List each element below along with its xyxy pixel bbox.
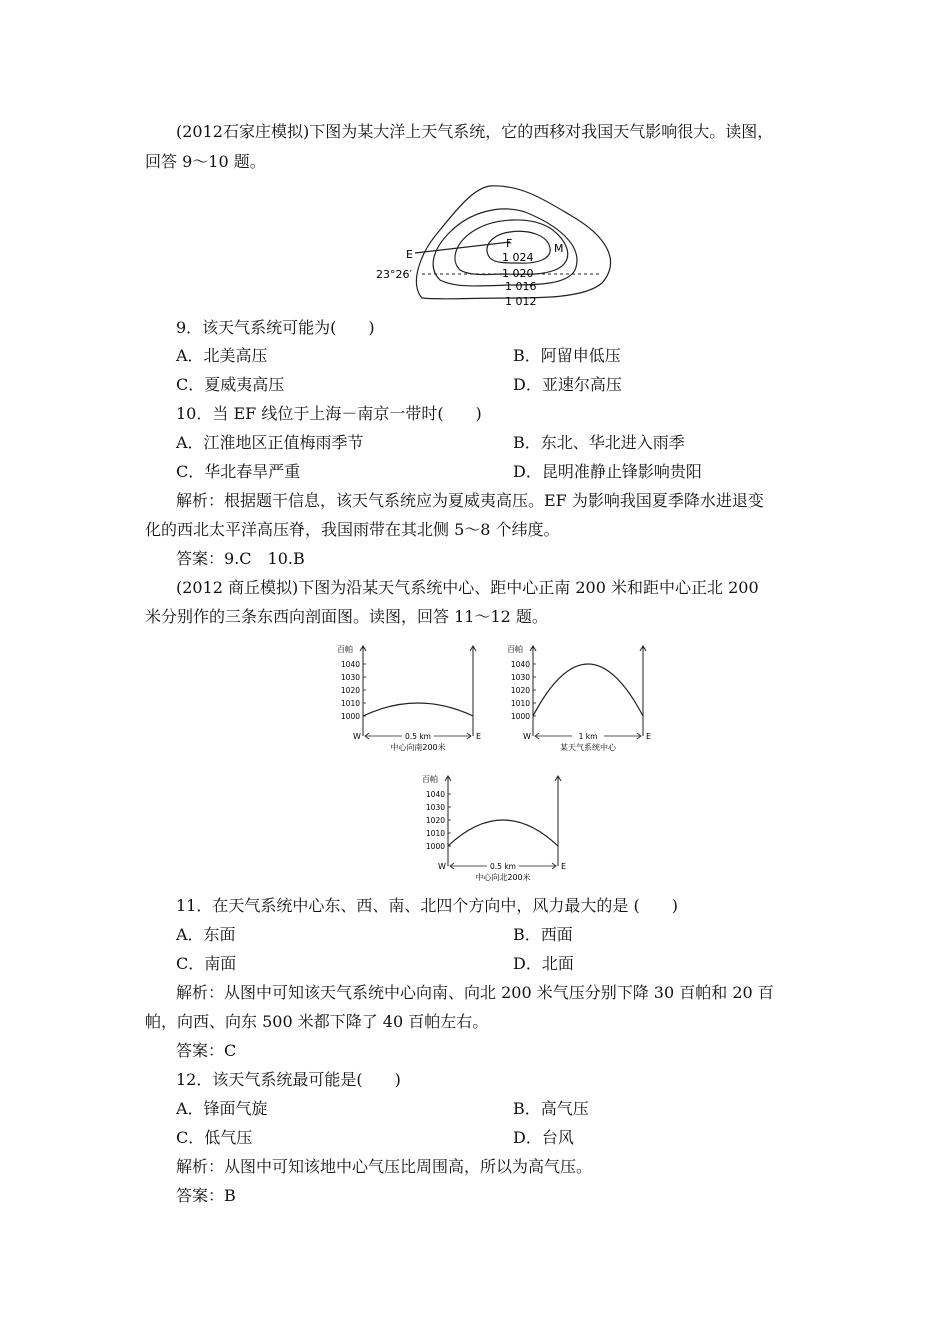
q9-option-b: B．阿留申低压 [513,346,621,365]
distance-label: 0.5 km [405,732,431,741]
pressure-curve [363,703,473,716]
q9-option-d: D．亚速尔高压 [513,375,622,394]
q10-option-b: B．东北、华北进入雨季 [513,433,685,452]
distance-label: 1 km [578,732,598,741]
intro-2-line-2: 米分别作的三条东西向剖面图。读图，回答 11～12 题。 [145,607,548,626]
east-label: E [476,732,482,741]
q12-option-c: C．低气压 [176,1128,253,1147]
analysis-3: 解析：从图中可知该地中心气压比周围高，所以为高气压。 [176,1157,593,1176]
analysis-2-line-1: 解析：从图中可知该天气系统中心向南、向北 200 米气压分别下降 30 百帕和 20 百 [176,983,774,1002]
y-tick-label: 1020 [340,686,360,695]
y-tick-label: 1010 [510,699,530,708]
west-label: W [523,732,531,741]
label-latitude: 23°26′ [376,268,412,281]
pressure-curve [448,820,558,846]
q9-stem: 9．该天气系统可能为( ) [176,318,375,337]
q12-option-b: B．高气压 [513,1099,589,1118]
y-tick-label: 1030 [340,673,360,682]
q11-option-c: C．南面 [176,954,237,973]
intro-2-line-1: (2012 商丘模拟)下图为沿某天气系统中心、距中心正南 200 米和距中心正北 200 [176,578,759,597]
distance-label: 0.5 km [490,862,516,871]
y-tick-label: 1040 [510,660,530,669]
label-f: F [506,237,513,250]
q9-option-a: A．北美高压 [176,346,268,365]
y-axis-unit: 百帕 [422,775,438,784]
q12-stem: 12．该天气系统最可能是( ) [176,1070,401,1089]
y-tick-label: 1000 [340,712,360,721]
y-tick-label: 1010 [425,829,445,838]
y-tick-label: 1030 [425,803,445,812]
y-tick-label: 1000 [510,712,530,721]
isobar-label-1020: 1 020 [502,267,534,280]
y-axis-unit: 百帕 [337,645,353,654]
label-e: E [406,248,413,261]
q11-option-a: A．东面 [176,925,236,944]
answer-3: 答案：B [176,1186,236,1205]
q10-option-a: A．江淮地区正值梅雨季节 [176,433,364,452]
isobar-figure [370,180,640,310]
profile-caption: 中心向南200米 [390,743,446,752]
q11-option-b: B．西面 [513,925,573,944]
q10-option-c: C．华北春旱严重 [176,462,301,481]
profile-caption: 某天气系统中心 [560,743,616,752]
profile-chart-center [505,638,665,760]
q12-option-d: D．台风 [513,1128,574,1147]
pressure-curve [533,664,643,716]
east-label: E [561,862,567,871]
analysis-2-line-2: 帕，向西、向东 500 米都下降了 40 百帕左右。 [145,1012,489,1031]
y-tick-label: 1010 [340,699,360,708]
east-label: E [646,732,652,741]
intro-1-line-1: (2012石家庄模拟)下图为某大洋上天气系统，它的西移对我国天气影响很大。读图， [176,122,774,141]
q10-option-d: D．昆明准静止锋影响贵阳 [513,462,702,481]
intro-1-line-2: 回答 9～10 题。 [145,152,266,171]
y-axis-unit: 百帕 [507,645,523,654]
profile-chart-north [420,768,580,890]
y-tick-label: 1040 [340,660,360,669]
q11-option-d: D．北面 [513,954,574,973]
q11-stem: 11．在天气系统中心东、西、南、北四个方向中，风力最大的是 ( ) [176,896,678,915]
west-label: W [353,732,361,741]
profile-chart-south [335,638,495,760]
y-tick-label: 1000 [425,842,445,851]
q10-stem: 10．当 EF 线位于上海－南京一带时( ) [176,404,482,423]
analysis-1-line-1: 解析：根据题干信息，该天气系统应为夏威夷高压。EF 为影响我国夏季降水进退变 [176,491,764,510]
isobar-label-1016: 1 016 [505,280,537,293]
y-tick-label: 1020 [510,686,530,695]
profile-caption: 中心向北200米 [475,873,531,882]
q9-option-c: C．夏威夷高压 [176,375,285,394]
y-tick-label: 1020 [425,816,445,825]
answer-1: 答案：9.C 10.B [176,549,305,568]
q12-option-a: A．锋面气旋 [176,1099,268,1118]
y-tick-label: 1040 [425,790,445,799]
isobar-label-1024: 1 024 [502,251,534,264]
y-tick-label: 1030 [510,673,530,682]
answer-2: 答案：C [176,1041,237,1060]
west-label: W [438,862,446,871]
label-m: M [554,242,564,255]
isobar-label-1012: 1 012 [505,295,537,308]
analysis-1-line-2: 化的西北太平洋高压脊，我国雨带在其北侧 5～8 个纬度。 [145,520,560,539]
